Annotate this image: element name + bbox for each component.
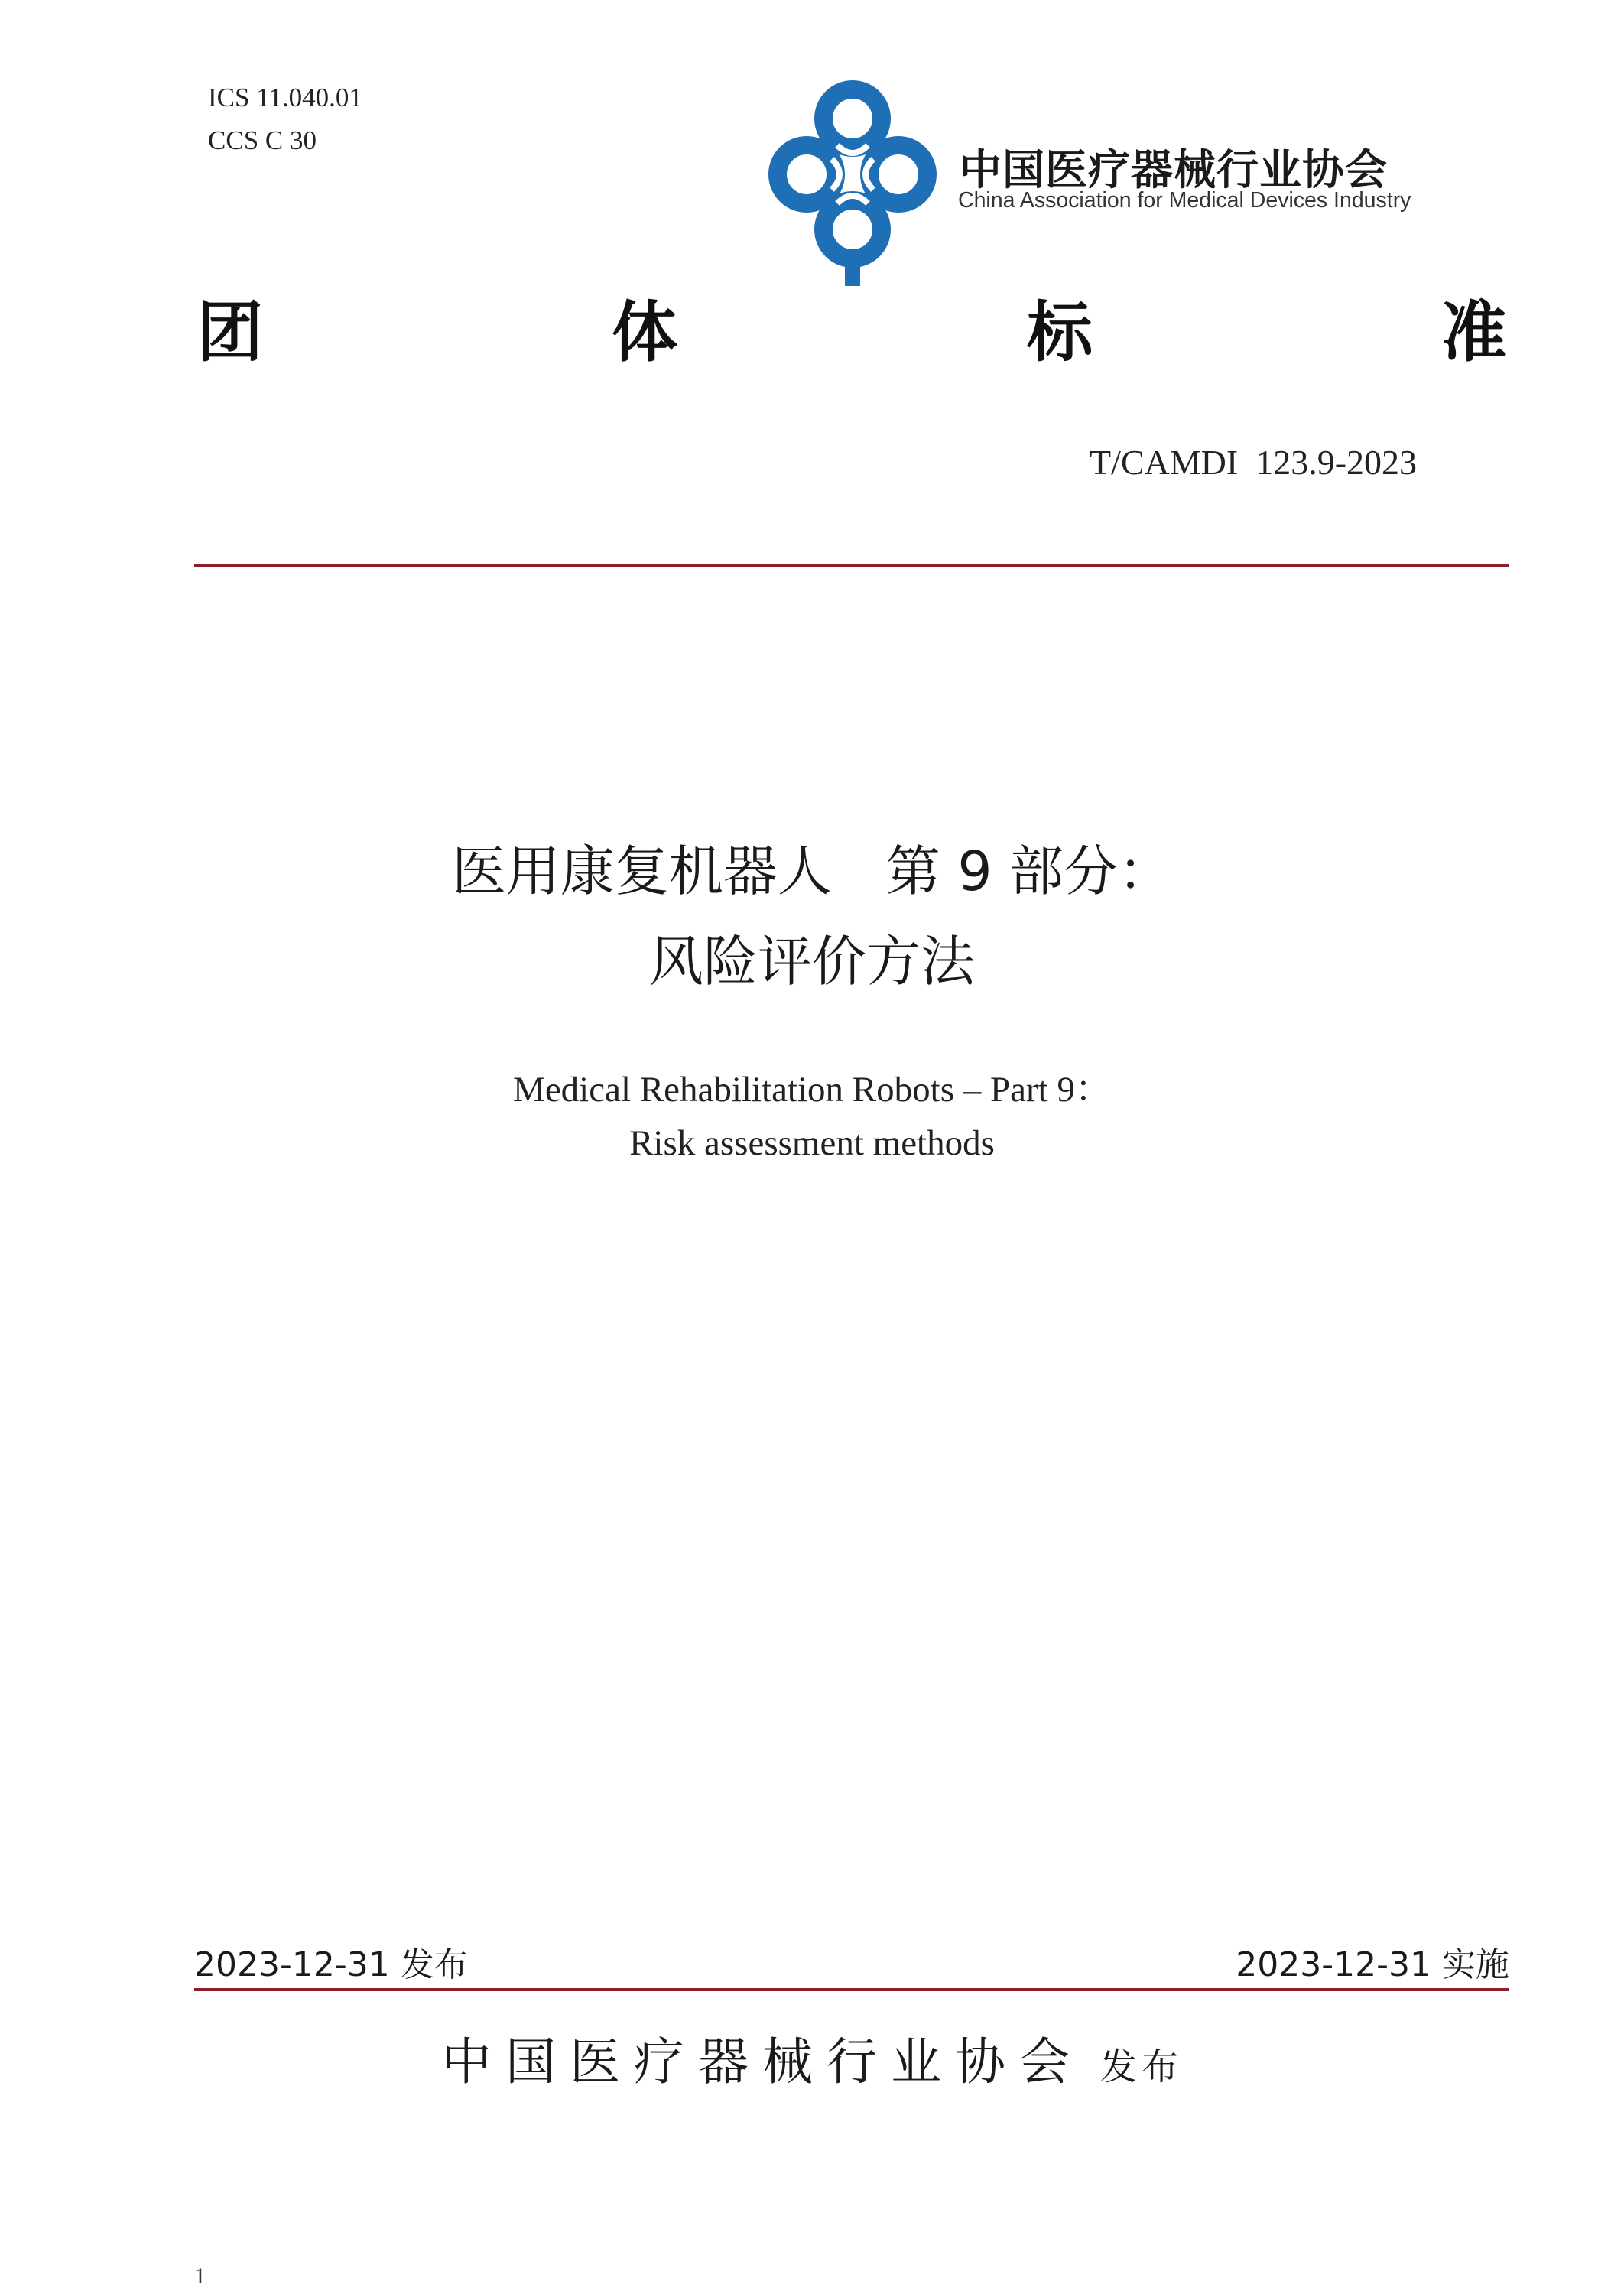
page-number: 1 [194, 2263, 206, 2289]
effective-date: 2023-12-31 实施 [1236, 1945, 1509, 1984]
standard-type-char: 团 [197, 294, 263, 371]
publisher-name: 中国医疗器械行业协会 [440, 2032, 1083, 2091]
issue-label: 发布 [1099, 2045, 1183, 2088]
bottom-divider [194, 1988, 1509, 1991]
title-en-line2: Risk assessment methods [629, 1123, 995, 1163]
standard-type-char: 准 [1441, 294, 1507, 371]
publish-date: 2023-12-31 发布 [194, 1945, 468, 1984]
title-cn-line1: 医用康复机器人 第 9 部分： [451, 840, 1173, 903]
standard-type-char: 体 [612, 294, 677, 371]
ccs-code: CCS C 30 [208, 125, 317, 155]
title-cn-line2: 风险评价方法 [648, 930, 975, 993]
knot-logo-icon [765, 76, 940, 289]
org-name-en: China Association for Medical Devices Industry [958, 188, 1411, 213]
standard-type-char: 标 [1027, 294, 1093, 371]
org-name-cn: 中国医疗器械行业协会 [960, 145, 1389, 194]
standard-number: T/CAMDI 123.9-2023 [1090, 443, 1418, 482]
ics-code: ICS 11.040.01 [208, 83, 362, 112]
title-en-line1: Medical Rehabilitation Robots – Part 9： [513, 1070, 1111, 1110]
publisher-line [0, 2032, 1624, 2091]
top-divider [194, 564, 1509, 567]
